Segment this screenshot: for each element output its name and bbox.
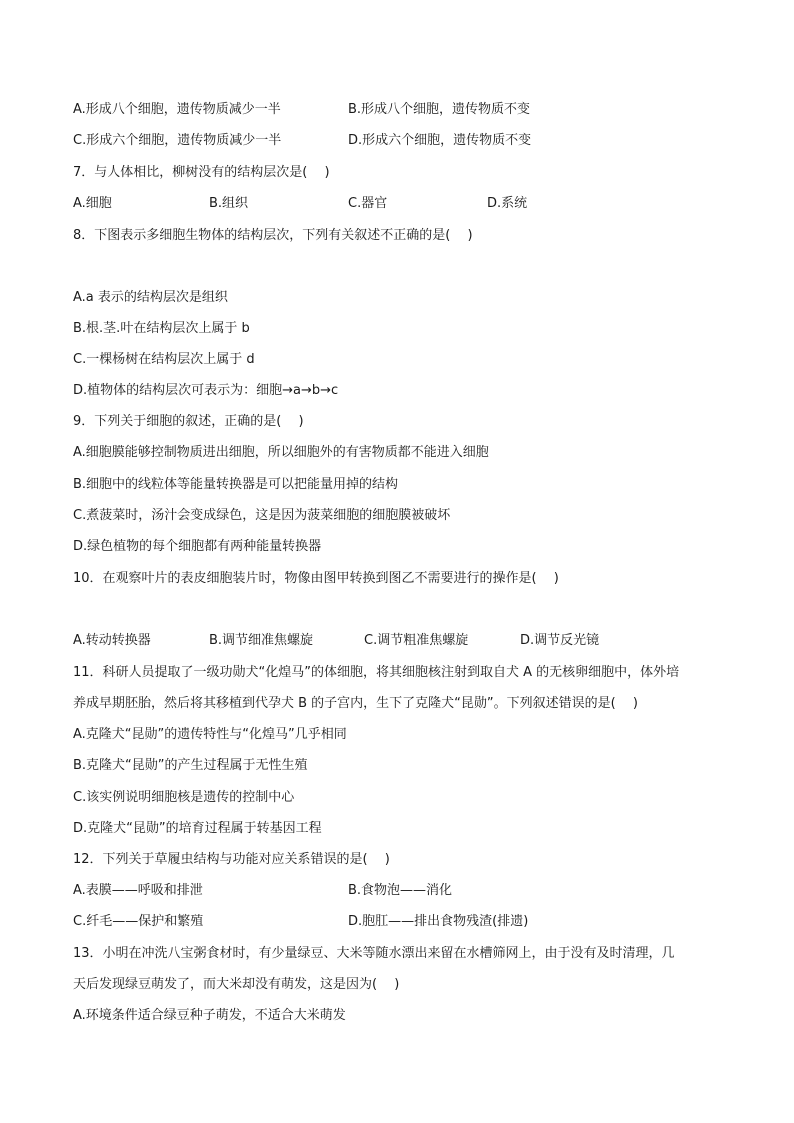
q9-option-c: C.煮菠菜时，汤汁会变成绿色，这是因为菠菜细胞的细胞膜被破坏 — [73, 508, 451, 523]
q11-stem-line2: 养成早期胚胎，然后将其移植到代孕犬 B 的子宫内，生下了克隆犬“昆勋”。下列叙述错误的是( ) — [73, 696, 638, 711]
q9-option-b: B.细胞中的线粒体等能量转换器是可以把能量用掉的结构 — [73, 477, 399, 492]
q11-option-a: A.克隆犬“昆勋”的遗传特性与“化煌马”几乎相同 — [73, 727, 347, 742]
q6-option-b: B.形成八个细胞，遗传物质不变 — [348, 102, 531, 117]
q7-option-a: A.细胞 — [73, 196, 112, 211]
q6-option-a: A.形成八个细胞，遗传物质减少一半 — [73, 102, 281, 117]
q7-option-d: D.系统 — [487, 196, 528, 211]
q12-stem: 12．下列关于草履虫结构与功能对应关系错误的是( ) — [73, 852, 390, 867]
q13-stem-line2: 天后发现绿豆萌发了，而大米却没有萌发，这是因为( ) — [73, 977, 400, 992]
q8-stem: 8．下图表示多细胞生物体的结构层次，下列有关叙述不正确的是( ) — [73, 228, 473, 243]
q10-option-a: A.转动转换器 — [73, 633, 151, 648]
q8-option-a: A.a 表示的结构层次是组织 — [73, 290, 228, 305]
q6-option-d: D.形成六个细胞，遗传物质不变 — [348, 133, 532, 148]
q7-option-c: C.器官 — [348, 196, 388, 211]
q8-option-c: C.一棵杨树在结构层次上属于 d — [73, 352, 255, 367]
q12-option-d: D.胞肛——排出食物残渣(排遗) — [348, 914, 529, 929]
q12-option-c: C.纤毛——保护和繁殖 — [73, 914, 204, 929]
q7-option-b: B.组织 — [209, 196, 249, 211]
q10-option-d: D.调节反光镜 — [520, 633, 600, 648]
q11-stem-line1: 11．科研人员提取了一级功勋犬“化煌马”的体细胞，将其细胞核注射到取自犬 A 的无核卵细胞中，体外培 — [73, 665, 680, 680]
q11-option-c: C.该实例说明细胞核是遗传的控制中心 — [73, 790, 295, 805]
q9-stem: 9．下列关于细胞的叙述，正确的是( ) — [73, 414, 304, 429]
q10-option-c: C.调节粗准焦螺旋 — [364, 633, 469, 648]
q13-option-a: A.环境条件适合绿豆种子萌发，不适合大米萌发 — [73, 1008, 346, 1023]
q9-option-a: A.细胞膜能够控制物质进出细胞，所以细胞外的有害物质都不能进入细胞 — [73, 445, 489, 460]
q11-option-b: B.克隆犬“昆勋”的产生过程属于无性生殖 — [73, 758, 308, 773]
q12-option-a: A.表膜——呼吸和排泄 — [73, 883, 203, 898]
q7-stem: 7．与人体相比，柳树没有的结构层次是( ) — [73, 165, 330, 180]
q11-option-d: D.克隆犬“昆勋”的培育过程属于转基因工程 — [73, 821, 322, 836]
q8-option-b: B.根.茎.叶在结构层次上属于 b — [73, 321, 250, 336]
q10-stem: 10．在观察叶片的表皮细胞装片时，物像由图甲转换到图乙不需要进行的操作是( ) — [73, 571, 559, 586]
q12-option-b: B.食物泡——消化 — [348, 883, 453, 898]
q9-option-d: D.绿色植物的每个细胞都有两种能量转换器 — [73, 539, 322, 554]
q6-option-c: C.形成六个细胞，遗传物质减少一半 — [73, 133, 282, 148]
q8-option-d: D.植物体的结构层次可表示为：细胞→a→b→c — [73, 383, 339, 398]
q10-option-b: B.调节细准焦螺旋 — [209, 633, 314, 648]
q13-stem-line1: 13．小明在冲洗八宝粥食材时，有少量绿豆、大米等随水漂出来留在水槽筛网上，由于没有及时清理，几 — [73, 946, 675, 961]
